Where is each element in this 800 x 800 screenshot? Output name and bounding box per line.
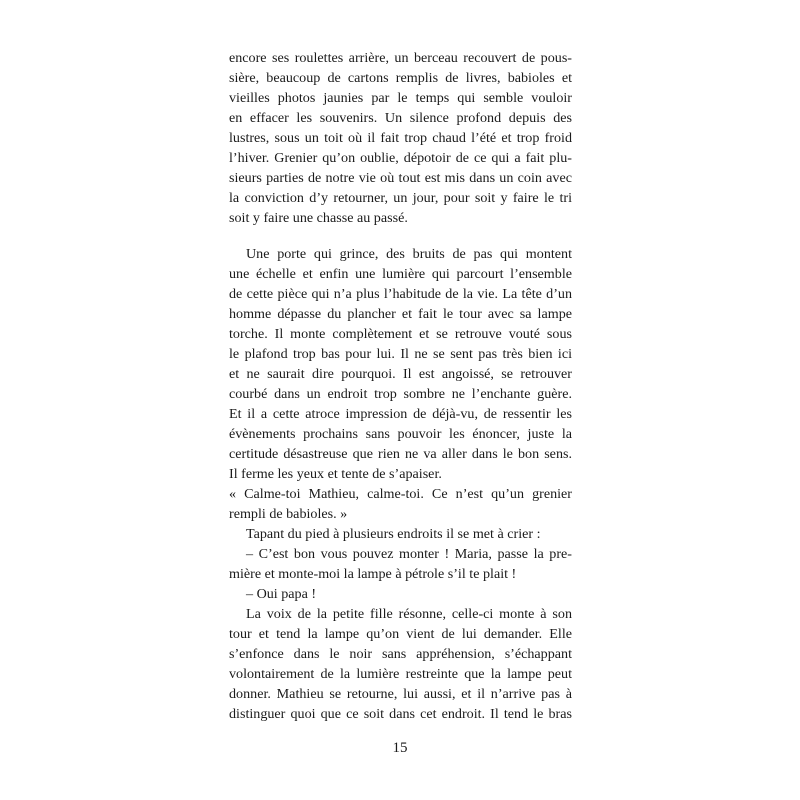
- text-line: « Calme-toi Mathieu, calme-toi. Ce n’est qu’un grenier: [229, 486, 572, 502]
- text-line: sière, beaucoup de cartons remplis de livres, babioles et: [229, 70, 572, 86]
- text-line: sieurs parties de notre vie où tout est mis dans un coin avec: [229, 170, 572, 186]
- text-line: la conviction d’y retourner, un jour, pour soit y faire le tri: [229, 190, 572, 206]
- text-line: courbé dans un endroit trop sombre ne l’enchante guère.: [229, 386, 572, 402]
- text-line: soit y faire une chasse au passé.: [229, 210, 408, 226]
- text-line: une échelle et enfin une lumière qui parcourt l’ensemble: [229, 266, 572, 282]
- text-line: Et il a cette atroce impression de déjà-vu, de ressentir les: [229, 406, 572, 422]
- text-line: donner. Mathieu se retourne, lui aussi, et il n’arrive pas à: [229, 686, 572, 702]
- text-line: Il ferme les yeux et tente de s’apaiser.: [229, 466, 442, 482]
- text-line: volontairement de la lumière restreinte que la lampe peut: [229, 666, 572, 682]
- text-line: évènements prochains sans pouvoir les énoncer, juste la: [229, 426, 572, 442]
- text-line: s’enfonce dans le noir sans appréhension, s’échappant: [229, 646, 572, 662]
- text-line: en effacer les souvenirs. Un silence profond depuis des: [229, 110, 572, 126]
- text-line: Tapant du pied à plusieurs endroits il se met à crier :: [246, 526, 541, 542]
- text-line: – Oui papa !: [246, 586, 317, 602]
- text-line: La voix de la petite fille résonne, celle-ci monte à son: [246, 606, 572, 622]
- text-line: torche. Il monte complètement et se retrouve vouté sous: [229, 326, 572, 342]
- text-line: tour et tend la lampe qu’on vient de lui demander. Elle: [229, 626, 572, 642]
- text-line: certitude désastreuse que rien ne va aller dans le bon sens.: [229, 446, 572, 462]
- text-line: vieilles photos jaunies par le temps qui semble vouloir: [229, 90, 572, 106]
- text-line: et ne saurait dire pourquoi. Il est angoissé, se retrouver: [229, 366, 572, 382]
- text-line: encore ses roulettes arrière, un berceau recouvert de pous-: [229, 50, 572, 66]
- text-line: – C’est bon vous pouvez monter ! Maria, passe la pre-: [246, 546, 572, 562]
- page-number: 15: [392, 740, 408, 756]
- text-line: distinguer quoi que ce soit dans cet endroit. Il tend le bras: [229, 706, 572, 722]
- text-line: lustres, sous un toit où il fait trop chaud l’été et trop froid: [229, 130, 572, 146]
- text-line: Une porte qui grince, des bruits de pas qui montent: [246, 246, 572, 262]
- text-line: homme dépasse du plancher et fait le tour avec sa lampe: [229, 306, 572, 322]
- text-line: le plafond trop bas pour lui. Il ne se sent pas très bien ici: [229, 346, 572, 362]
- text-line: mière et monte-moi la lampe à pétrole s’il te plait !: [229, 566, 517, 582]
- text-line: rempli de babioles. »: [229, 506, 348, 522]
- text-line: l’hiver. Grenier qu’on oublie, dépotoir de ce qui a fait plu-: [229, 150, 572, 166]
- text-line: de cette pièce qui n’a plus l’habitude de la vie. La tête d’un: [229, 286, 572, 302]
